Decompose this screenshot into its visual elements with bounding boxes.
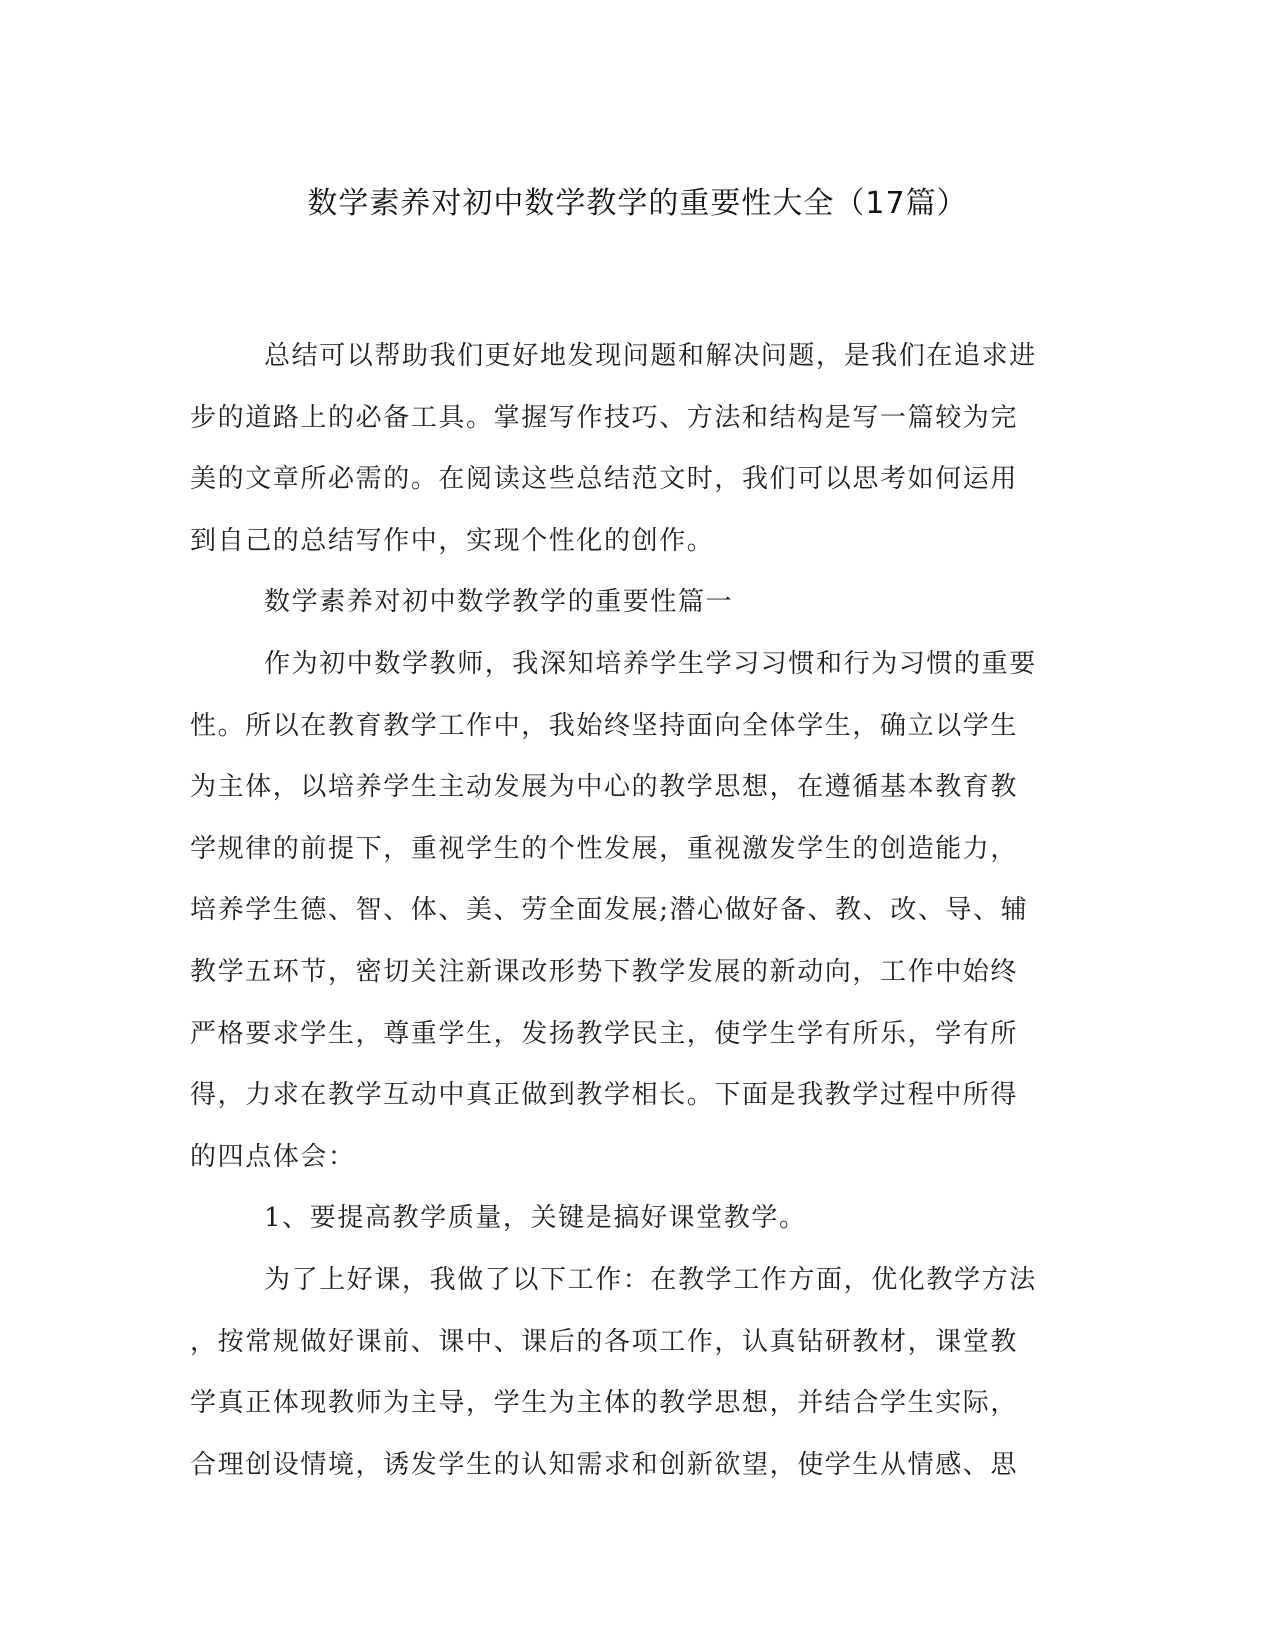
- text-line: 学真正体现教师为主导，学生为主体的教学思想，并结合学生实际，: [190, 1388, 1019, 1419]
- document-title: 数学素养对初中数学教学的重要性大全（17篇）: [307, 186, 968, 221]
- text-line: 到自己的总结写作中，实现个性化的创作。: [190, 525, 715, 556]
- text-line: 美的文章所必需的。在阅读这些总结范文时，我们可以思考如何运用: [190, 464, 1019, 495]
- text-line: 总结可以帮助我们更好地发现问题和解决问题，是我们在追求进: [264, 341, 1037, 371]
- text-line: ，按常规做好课前、课中、课后的各项工作，认真钻研教材，课堂教: [190, 1326, 1019, 1357]
- text-line: 步的道路上的必备工具。掌握写作技巧、方法和结构是写一篇较为完: [190, 402, 1019, 433]
- text-line: 1、要提高教学质量，关键是搞好课堂教学。: [264, 1203, 807, 1234]
- text-line: 严格要求学生，尊重学生，发扬教学民主，使学生学有所乐，学有所: [190, 1018, 1019, 1049]
- text-line: 性。所以在教育教学工作中，我始终坚持面向全体学生，确立以学生: [190, 710, 1019, 741]
- text-line: 数学素养对初中数学教学的重要性篇一: [264, 587, 734, 618]
- text-line: 教学五环节，密切关注新课改形势下教学发展的新动向，工作中始终: [190, 956, 1019, 987]
- text-line: 学规律的前提下，重视学生的个性发展，重视激发学生的创造能力，: [190, 833, 1019, 864]
- text-line: 得，力求在教学互动中真正做到教学相长。下面是我教学过程中所得: [190, 1080, 1019, 1111]
- text-line: 为主体，以培养学生主动发展为中心的教学思想，在遵循基本教育教: [190, 772, 1019, 803]
- document-body: [190, 326, 1082, 1496]
- text-line: 培养学生德、智、体、美、劳全面发展;潜心做好备、教、改、导、辅: [190, 895, 1029, 926]
- text-line: 为了上好课，我做了以下工作：在教学工作方面，优化教学方法: [264, 1264, 1037, 1295]
- text-line: 的四点体会：: [190, 1141, 356, 1172]
- text-line: 作为初中数学教师，我深知培养学生学习习惯和行为习惯的重要: [264, 648, 1037, 679]
- text-line: 合理创设情境，诱发学生的认知需求和创新欲望，使学生从情感、思: [190, 1449, 1019, 1480]
